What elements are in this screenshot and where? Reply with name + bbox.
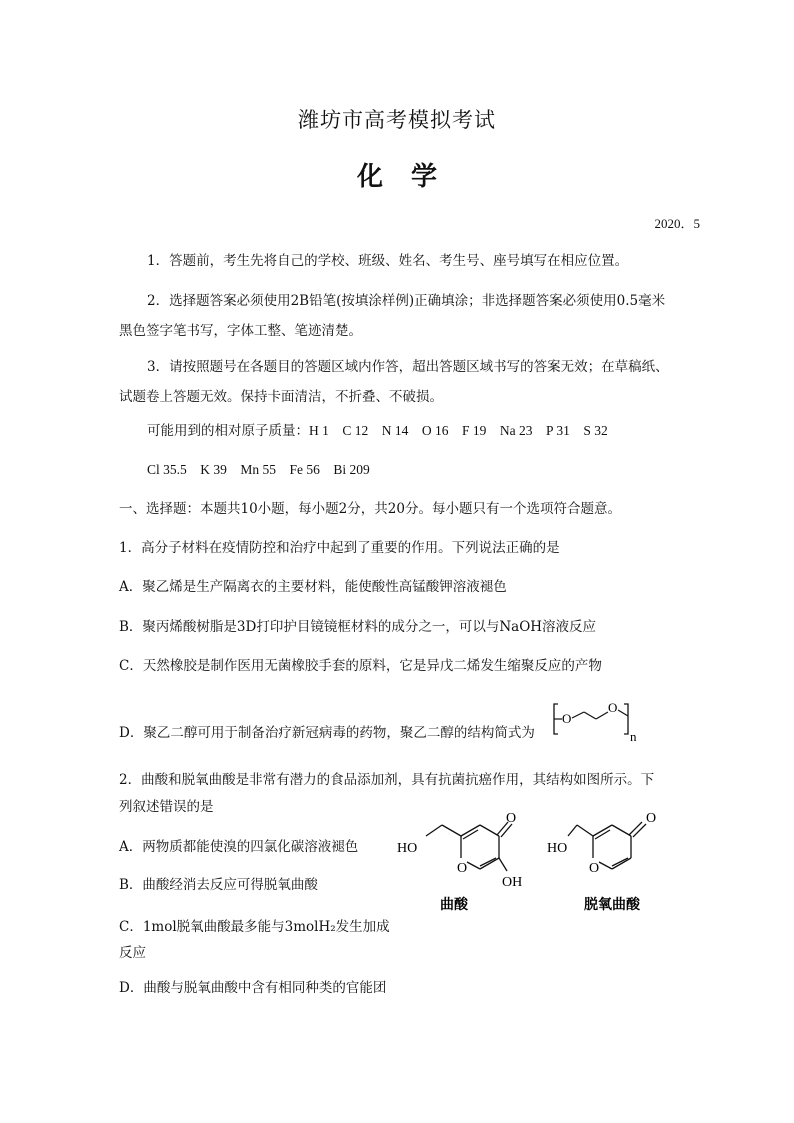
atomic-mass-label: 可能用到的相对原子质量： [147, 423, 309, 439]
formula-o-1: O [562, 711, 572, 726]
q2-option-b: B．曲酸经消去反应可得脱氧曲酸 [119, 877, 318, 893]
kojic-ring-o-label: O [457, 861, 468, 876]
deoxykojic-keto-o-label: O [646, 811, 657, 826]
formula-bond-5 [618, 710, 628, 716]
instruction-2: 2．选择题答案必须使用2B铅笔(按填涂样例)正确填涂；非选择题答案必须使用0.5毫米黑色签字笔书写，字体工整、笔迹清楚。 [119, 293, 666, 339]
q2-option-d: D．曲酸与脱氧曲酸中含有相同种类的官能团 [119, 980, 387, 996]
q1-stem: 1．高分子材料在疫情防控和治疗中起到了重要的作用。下列说法正确的是 [119, 540, 560, 556]
deoxykojic-acid-structure [544, 806, 674, 918]
q2-stem-line-2: 列叙述错误的是 [119, 799, 214, 815]
q1-option-a: A．聚乙烯是生产隔离衣的主要材料，能使酸性高锰酸钾溶液褪色 [119, 579, 507, 595]
atomic-mass-line-2: Cl 35.5 K 39 Mn 55 Fe 56 Bi 209 [147, 462, 370, 477]
q1-option-d: D．聚乙二醇可用于制备治疗新冠病毒的药物，聚乙二醇的结构简式为 [119, 725, 535, 741]
section-heading: 一、选择题：本题共10小题，每小题2分，共20分。每小题只有一个选项符合题意。 [119, 501, 621, 517]
atomic-mass-values-1: H 1 C 12 N 14 O 16 F 19 Na 23 P 31 S 32 [309, 423, 608, 438]
subject-char-1: 化 [356, 162, 383, 192]
kojic-ho-label: HO [397, 841, 418, 856]
kojic-caption: 曲酸 [440, 897, 468, 913]
deoxykojic-caption: 脱氧曲酸 [584, 897, 640, 913]
q1-option-c: C．天然橡胶是制作医用无菌橡胶手套的原料，它是异戊二烯发生缩聚反应的产物 [119, 658, 602, 674]
q2-stem-line-1: 2．曲酸和脱氧曲酸是非常有潜力的食品添加剂，具有抗菌抗癌作用，其结构如图所示。下 [119, 772, 655, 788]
formula-n: n [630, 729, 637, 742]
formula-bond-2 [572, 712, 584, 718]
formula-bracket-right [624, 704, 628, 734]
atomic-mass-line-1 [147, 421, 608, 441]
instruction-1: 1．答题前，考生先将自己的学校、班级、姓名、考生号、座号填写在相应位置。 [147, 253, 629, 269]
deoxykojic-ho-label: HO [547, 841, 568, 856]
peg-formula [548, 696, 658, 742]
kojic-acid-structure [396, 806, 531, 918]
subject-title [0, 156, 794, 193]
formula-bond-3 [584, 712, 596, 719]
deoxykojic-ring-o-label: O [589, 861, 600, 876]
q2-option-a: A．两物质都能使溴的四氯化碳溶液褪色 [119, 839, 359, 855]
exam-date: 2020．5 [654, 216, 700, 231]
kojic-keto-o-label: O [506, 811, 517, 826]
formula-o-2: O [608, 700, 618, 715]
subject-char-2: 学 [411, 162, 438, 192]
exam-title: 潍坊市高考模拟考试 [298, 108, 496, 132]
kojic-oh-label: OH [502, 875, 523, 890]
formula-bond-4 [596, 712, 608, 719]
instruction-3: 3．请按照题号在各题目的答题区域内作答，超出答题区域书写的答案无效；在草稿纸、试题卷上答题无效。保持卡面清洁，不折叠、不破损。 [119, 359, 669, 405]
q2-option-c: C．1mol脱氧曲酸最多能与3molH₂发生加成反应 [119, 919, 390, 961]
q1-option-b: B．聚丙烯酸树脂是3D打印护目镜镜框材料的成分之一，可以与NaOH溶液反应 [119, 619, 597, 635]
